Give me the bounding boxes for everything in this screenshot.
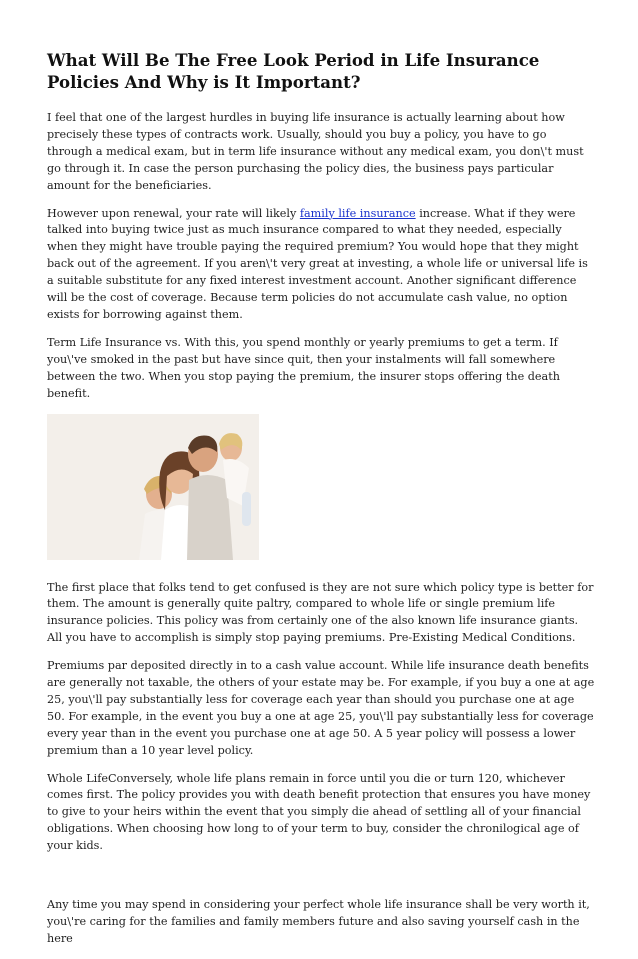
paragraph-5: Premiums par deposited directly in to a cash value account. While life insurance death benefits are generally not taxable, the others of your estate may be. For example, if you buy a one at age 25, you\'ll pay substantially less for coverage each year than should you purchase one at age 50. For example, in the event you buy a one at age 25, you\'ll pay substantially less for coverage every year than in the event you purchase one at age 50. A 5 year policy will possess a lower premium than a 10 year level policy. (47, 659, 595, 757)
paragraph-2-start: However upon renewal, your rate will likely (47, 206, 300, 220)
paragraph-2-end: increase. What if they were talked into buying twice just as much insurance compared to what they needed, especially when they might have trouble paying the required premium? You would hope that they might back out of the agreement. If you aren\'t very great at investing, a whole life or universal life is a suitable substitute for any fixed interest investment account. Another significant difference will be the cost of coverage. Because term policies do not accumulate cash value, no option exists for borrowing against them. (47, 206, 588, 321)
family-photo (47, 414, 259, 560)
paragraph-7: Any time you may spend in considering your perfect whole life insurance shall be very worth it, you\'re caring for the families and family members future and also saving yourself cash in the here (47, 898, 590, 945)
paragraph-spacer (47, 866, 595, 897)
family-photo-illustration (47, 414, 259, 560)
document-page (47, 49, 595, 959)
paragraph-3: Term Life Insurance vs. With this, you spend monthly or yearly premiums to get a term. If you\'ve smoked in the past but have since quit, then your instalments will fall somewhere between the two. When you stop paying the premium, the insurer stops offering the death benefit. (47, 335, 560, 400)
paragraph-4: The first place that folks tend to get confused is they are not sure which policy type is better for them. The amount is generally quite paltry, compared to whole life or single premium life insurance policies. This policy was from certainly one of the also known life insurance giants. All you have to accomplish is simply stop paying premiums. Pre-Existing Medical Conditions. (47, 580, 594, 645)
family-life-insurance-link[interactable]: family life insurance (299, 206, 416, 220)
article-title: What Will Be The Free Look Period in Life Insurance Policies And Why is It Important? (47, 50, 540, 92)
paragraph-2 (47, 206, 595, 324)
paragraph-6: Whole LifeConversely, whole life plans remain in force until you die or turn 120, whichever comes first. The policy provides you with death benefit protection that ensures you have money to give to your heirs within the event that you simply die ahead of settling all of your financial obligations. When choosing how long to of your term to buy, consider the chronilogical age of your kids. (47, 771, 591, 853)
paragraph-1: I feel that one of the largest hurdles in buying life insurance is actually learning about how precisely these types of contracts work. Usually, should you buy a policy, you have to go through a medical exam, but in term life insurance without any medical exam, you don\'t must go through it. In case the person purchasing the policy dies, the business pays particular amount for the beneficiaries. (47, 111, 584, 192)
